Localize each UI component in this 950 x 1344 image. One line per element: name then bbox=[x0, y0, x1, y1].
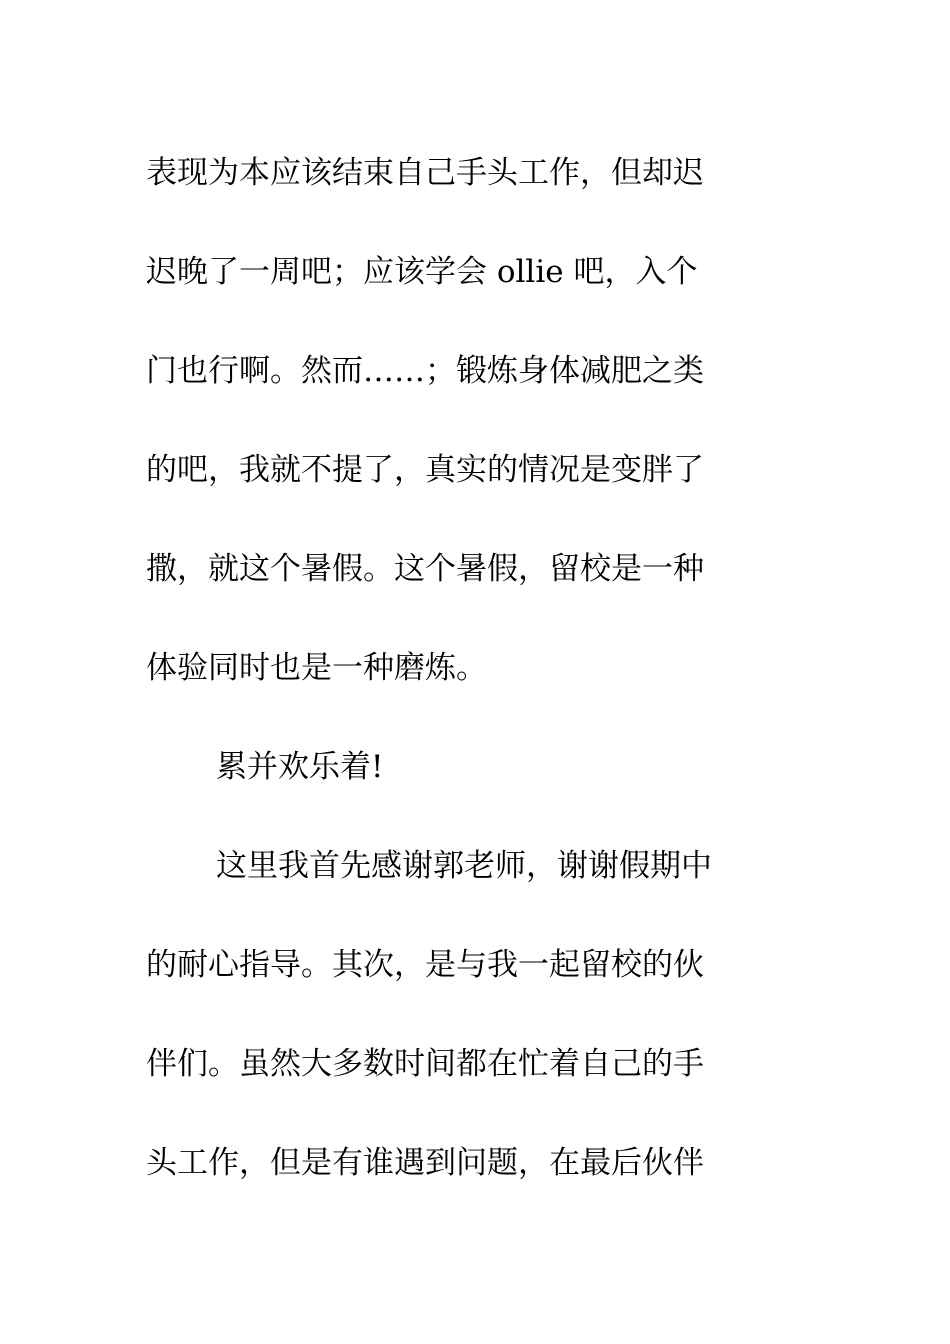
text-line: 撒，就这个暑假。这个暑假，留校是一种 bbox=[146, 551, 704, 587]
text-line: 这里我首先感谢郭老师，谢谢假期中 bbox=[216, 848, 712, 884]
text-line: 门也行啊。然而……；锻炼身体减肥之类 bbox=[146, 353, 704, 389]
text-line: 的吧，我就不提了，真实的情况是变胖了 bbox=[146, 452, 704, 488]
text-line: 体验同时也是一种磨炼。 bbox=[146, 650, 487, 686]
text-line: 伴们。虽然大多数时间都在忙着自己的手 bbox=[146, 1046, 704, 1082]
document-body bbox=[146, 124, 786, 1213]
text-line: 头工作，但是有谁遇到问题，在最后伙伴 bbox=[146, 1145, 704, 1181]
text-line: 迟晚了一周吧；应该学会 ollie 吧，入个 bbox=[146, 254, 698, 290]
text-line: 表现为本应该结束自己手头工作，但却迟 bbox=[146, 155, 704, 191]
paragraph-heading: 累并欢乐着! bbox=[216, 749, 384, 785]
text-line: 的耐心指导。其次，是与我一起留校的伙 bbox=[146, 947, 704, 983]
